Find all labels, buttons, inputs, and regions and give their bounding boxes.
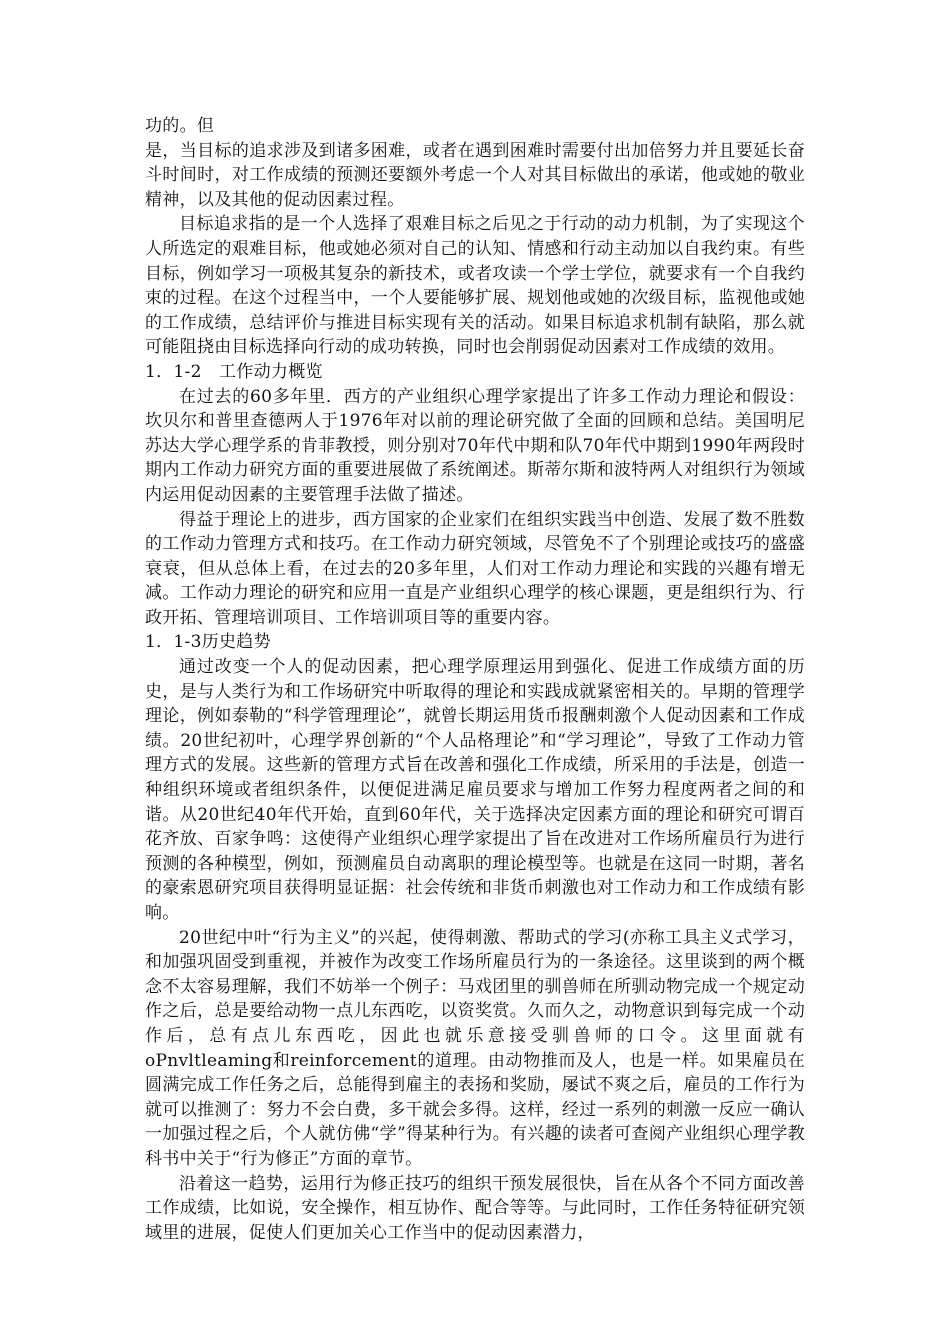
paragraph-theory-progress: 得益于理论上的进步，西方国家的企业家们在组织实践当中创造、发展了数不胜数的工作动力管理方式和技巧。在工作动力研究领域，尽管免不了个别理论或技巧的盛盛衰衰，但从总体上看，在过去的20多年里，人们对工作动力理论和实践的兴趣有增无减。工作动力理论的研究和应用一直是产业组织心理学的核心课题，更是组织行为、行政开拓、管理培训项目、工作培训项目等的重要内容。 (145, 509, 805, 628)
paragraph-goal-pursuit: 目标追求指的是一个人选择了艰难目标之后见之于行动的动力机制，为了实现这个人所选定的艰难目标，他或她必须对自己的认知、情感和行动主动加以自我约束。有些目标，例如学习一项极其复杂的新技术，或者攻读一个学士学位，就要求有一个自我约束的过程。在这个过程当中，一个人要能够扩展、规划他或她的次级目标，监视他或她的工作成绩，总结评价与推进目标实现有关的活动。如果目标追求机制有缺陷，那么就可能阻挠由目标选择向行动的成功转换，同时也会削弱促动因素对工作成绩的效用。 (145, 214, 805, 358)
text-fragment: 功的。但 (145, 116, 215, 136)
section-heading-work-motivation-overview: 1．1-2 工作动力概览 (145, 361, 323, 382)
paragraph-continuation: 是，当目标的追求涉及到诸多困难，或者在遇到困难时需要付出加倍努力并且要延长奋斗时间时，对工作成绩的预测还要额外考虑一个人对其目标做出的承诺，他或她的敬业精神，以及其他的促动因素过程。 (145, 140, 805, 210)
paragraph-theories-history: 在过去的60多年里．西方的产业组织心理学家提出了许多工作动力理论和假设：坎贝尔和普里查德两人于1976年对以前的理论研究做了全面的回顾和总结。美国明尼苏达大学心理学系的肯菲教授，则分别对70年代中期和队70年代中期到1990年两段时期内工作动力研究方面的重要进展做了系统阐述。斯蒂尔斯和波特两人对组织行为领域内运用促动因素的主要管理手法做了描述。 (145, 386, 805, 505)
document-page (145, 114, 805, 1245)
paragraph-behaviorism: 20世纪中叶“行为主义”的兴起，使得刺激、帮助式的学习(亦称工具主义式学习，和加强巩固受到重视，并被作为改变工作场所雇员行为的一条途径。这里谈到的两个概念不太容易理解，我们不妨举一个例子：马戏团里的驯兽师在所驯动物完成一个规定动作之后，总是要给动物一点儿东西吃，以资奖赏。久而久之，动物意识到每完成一个动作后，总有点儿东西吃，因此也就乐意接受驯兽师的口令。这里面就有oPnvltleaming和reinforcement的道理。由动物推而及人，也是一样。如果雇员在圆满完成工作任务之后，总能得到雇主的表扬和奖励，屡试不爽之后，雇员的工作行为就可以推测了：努力不会白费，多干就会多得。这样，经过一系列的刺激一反应一确认一加强过程之后，个人就仿佛“学”得某种行为。有兴趣的读者可查阅产业组织心理学教科书中关于“行为修正”方面的章节。 (145, 927, 805, 1169)
paragraph-motivation-history: 通过改变一个人的促动因素，把心理学原理运用到强化、促进工作成绩方面的历史，是与人类行为和工作场研究中听取得的理论和实践成就紧密相关的。早期的管理学理论，例如泰勒的“科学管理理论”，就曾长期运用货币报酬刺激个人促动因素和工作成绩。20世纪初叶，心理学界创新的“个人品格理论”和“学习理论”，导致了工作动力管理方式的发展。这些新的管理方式旨在改善和强化工作成绩，所采用的手法是，创造一种组织环境或者组织条件，以便促进满足雇员要求与增加工作努力程度两者之间的和谐。从20世纪40年代开始，直到60年代，关于选择决定因素方面的理论和研究可谓百花齐放、百家争鸣：这使得产业组织心理学家提出了旨在改进对工作场所雇员行为进行预测的各种模型，例如，预测雇员自动离职的理论模型等。也就是在这同一时期，著名的豪索恩研究项目获得明显证据：社会传统和非货币刺激也对工作动力和工作成绩有影响。 (145, 657, 805, 923)
paragraph-behavior-modification: 沿着这一趋势，运用行为修正技巧的组织干预发展很快，旨在从各个不同方面改善工作成绩，比如说，安全操作，相互协作、配合等等。与此同时，工作任务特征研究领域里的进展，促使人们更加关心工作当中的促动因素潜力， (145, 1173, 805, 1243)
section-heading-historical-trends: 1．1-3历史趋势 (145, 632, 271, 653)
